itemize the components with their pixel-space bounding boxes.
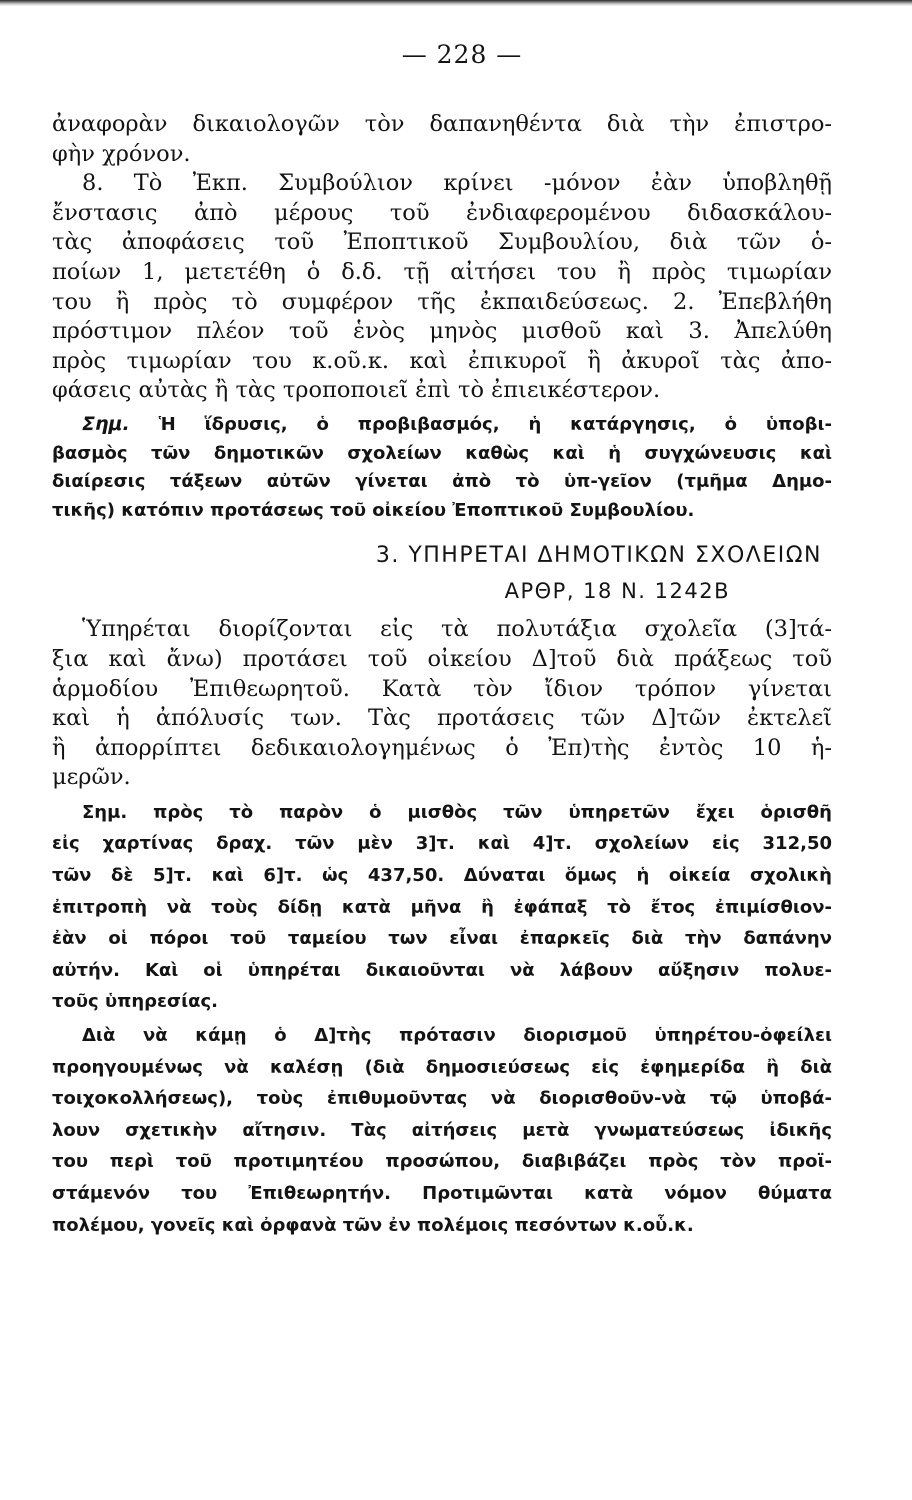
- text-line: εἰς χαρτίνας δραχ. τῶν μὲν 3]τ. καὶ 4]τ. σχολείων εἰς 312,50: [52, 833, 832, 855]
- text-line: τοιχοκολλήσεως), τοὺς ἐπιθυμοῦντας νὰ διορισθοῦν-νὰ τῷ ὑποβά-: [52, 1088, 832, 1110]
- note-label: Σημ.: [82, 801, 128, 823]
- text-line: τικῆς) κατόπιν προτάσεως τοῦ οἰκείου Ἐποπτικοῦ Συμβουλίου.: [52, 499, 695, 521]
- text-line: λουν σχετικὴν αἴτησιν. Τὰς αἰτήσεις μετὰ γνωματεύσεως ἰδικῆς: [52, 1119, 832, 1141]
- text-line: φὴν χρόνον.: [52, 140, 191, 167]
- text-line: ποίων 1, μετετέθη ὁ δ.δ. τῇ αἰτήσει του ἢ πρὸς τιμωρίαν: [52, 258, 832, 285]
- text-line: ἐὰν οἱ πόροι τοῦ ταμείου των εἶναι ἐπαρκεῖς διὰ τὴν δαπάνην: [52, 928, 832, 950]
- text-line: βασμὸς τῶν δημοτικῶν σχολείων καθὼς καὶ ἡ συγχώνευσις καὶ: [52, 442, 832, 464]
- text-line: ἀναφορὰν δικαιολογῶν τὸν δαπανηθέντα διὰ τὴν ἐπιστρο-: [52, 111, 832, 137]
- text-line: ἁρμοδίου Ἐπιθεωρητοῦ. Κατὰ τὸν ἴδιον τρόπον γίνεται: [52, 675, 832, 702]
- text-line: ἐπιτροπὴ νὰ τοὺς δίδῃ κατὰ μῆνα ἢ ἐφάπαξ τὸ ἔτος ἐπιμίσθιον-: [52, 896, 832, 918]
- text-line: του περὶ τοῦ προτιμητέου προσώπου, διαβιβάζει πρὸς τὸν προϊ-: [52, 1151, 832, 1173]
- text-line: τοῦς ὑπηρεσίας.: [52, 991, 218, 1013]
- text-line: στάμενόν του Ἐπιθεωρητήν. Προτιμῶνται κατὰ νόμον θύματα: [52, 1183, 832, 1204]
- paragraph-item-8: [52, 169, 832, 406]
- text-line: τῶν δὲ 5]τ. καὶ 6]τ. ὡς 437,50. Δύναται ὅμως ἡ οἰκεία σχολικὴ: [52, 865, 832, 887]
- paragraph-appointment-procedure: [52, 1020, 832, 1241]
- text-line: πρόστιμον πλέον τοῦ ἑνὸς μηνὸς μισθοῦ καὶ 3. Ἀπελύθη: [52, 318, 832, 345]
- text-line: ἢ ἀπορρίπτει δεδικαιολογημένως ὁ Ἐπ)τὴς ἐντὸς 10 ἡ-: [52, 734, 832, 761]
- text-line: πολέμου, γονεῖς καὶ ὀρφανὰ τῶν ἐν πολέμοις πεσόντων κ.οὗ.κ.: [52, 1214, 694, 1236]
- section-heading: 3. ΥΠΗΡΕΤΑΙ ΔΗΜΟΤΙΚΩΝ ΣΧΟΛΕΙΩΝ: [375, 543, 822, 569]
- text-line: Ὑπηρέται διορίζονται εἰς τὰ πολυτάξια σχολεῖα (3]τά-: [82, 616, 832, 643]
- text-line: ἔνστασις ἀπὸ μέρους τοῦ ἐνδιαφερομένου διδασκάλου-: [52, 199, 832, 226]
- text-line: πρὸς τὸ παρὸν ὁ μισθὸς τῶν ὑπηρετῶν ἔχει ὁρισθῆ: [153, 801, 832, 823]
- section-subheading: ΑΡΘΡ, 18 Ν. 1242Β: [504, 579, 730, 604]
- section-body: [52, 615, 832, 793]
- text-line: καὶ ἡ ἀπόλυσίς των. Τὰς προτάσεις τῶν Δ]τῶν ἐκτελεῖ: [52, 705, 832, 732]
- text-line: του ἢ πρὸς τὸ συμφέρον τῆς ἐκπαιδεύσεως. 2. Ἐπεβλήθη: [52, 288, 832, 315]
- text-line: διαίρεσις τάξεων αὐτῶν γίνεται ἀπὸ τὸ ὑπ-γεῖον (τμῆμα Δημο-: [52, 471, 832, 493]
- note-first-line: [52, 410, 832, 440]
- paragraph-continuation: [52, 110, 832, 169]
- text-line: πρὸς τιμωρίαν του κ.οῦ.κ. καὶ ἐπικυροῖ ἢ ἀκυροῖ τὰς ἀπο-: [52, 347, 832, 374]
- note-first-line: [52, 797, 832, 829]
- note-servant-salary: [52, 797, 832, 1018]
- text-line: μερῶν.: [52, 764, 131, 791]
- text-line: ξια καὶ ἄνω) προτάσει τοῦ οἰκείου Δ]τοῦ διὰ πράξεως τοῦ: [52, 645, 832, 672]
- page-number: — 228 —: [401, 40, 523, 69]
- text-line: Διὰ νὰ κάμῃ ὁ Δ]τὴς πρότασιν διορισμοῦ ὑπηρέτου-ὀφείλει: [82, 1025, 832, 1047]
- text-line: 8. Τὸ Ἐκπ. Συμβούλιον κρίνει -μόνον ἐὰν ὑποβληθῇ: [82, 170, 832, 197]
- scan-edge: [0, 0, 912, 6]
- note-label: Σημ.: [82, 412, 130, 435]
- text-line: τὰς ἀποφάσεις τοῦ Ἐποπτικοῦ Συμβουλίου, διὰ τῶν ὁ-: [52, 229, 832, 256]
- text-line: προηγουμένως νὰ καλέσῃ (διὰ δημοσιεύσεως εἰς ἐφημερίδα ἢ διὰ: [52, 1056, 832, 1078]
- text-line: Ἡ ἵδρυσις, ὁ προβιβασμός, ἡ κατάργησις, ὁ ὑποβι-: [158, 413, 832, 435]
- text-line: αὐτήν. Καὶ οἱ ὑπηρέται δικαιοῦνται νὰ λάβουν αὔξησιν πολυε-: [52, 959, 832, 981]
- document-page: [52, 40, 832, 1241]
- text-line: φάσεις αὐτὰς ἢ τὰς τροποποιεῖ ἐπὶ τὸ ἐπιεικέστερον.: [52, 377, 661, 404]
- note-school-organization: [52, 410, 832, 525]
